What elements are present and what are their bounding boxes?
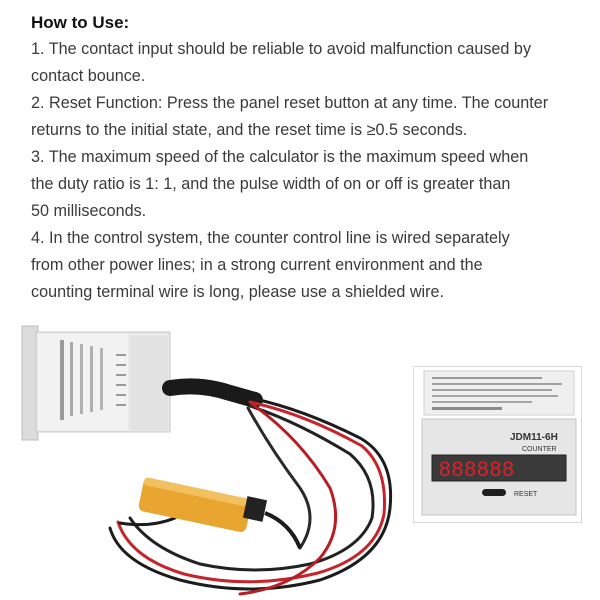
instruction-line-3: 2. Reset Function: Press the panel reset button at any time. The counter: [31, 94, 549, 112]
instruction-line-8: 4. In the control system, the counter control line is wired separately: [31, 229, 510, 247]
instruction-line-1: 1. The contact input should be reliable to avoid malfunction caused by: [31, 40, 532, 58]
photoelectric-sensor: [138, 477, 300, 548]
instruction-line-6: the duty ratio is 1: 1, and the pulse width of on or off is greater than: [31, 175, 511, 193]
reset-label: RESET: [514, 491, 538, 498]
how-to-use-section: [31, 10, 591, 306]
led-display-value: 888888: [439, 458, 516, 481]
counter-label: COUNTER: [522, 446, 557, 453]
instruction-line-10: counting terminal wire is long, please use a shielded wire.: [31, 283, 445, 301]
product-photo-right: [413, 366, 582, 523]
instruction-line-2: contact bounce.: [31, 67, 146, 85]
counter-top-label: [424, 371, 574, 415]
how-to-use-heading: How to Use:: [31, 13, 130, 32]
product-photo-left: [0, 318, 410, 600]
counter-module-side: [22, 326, 170, 440]
instruction-line-9: from other power lines; in a strong current environment and the: [31, 256, 483, 274]
instruction-line-4: returns to the initial state, and the reset time is ≥0.5 seconds.: [31, 121, 468, 139]
instruction-line-7: 50 milliseconds.: [31, 202, 147, 220]
instruction-line-5: 3. The maximum speed of the calculator is the maximum speed when: [31, 148, 529, 166]
model-label: JDM11-6H: [510, 432, 558, 443]
counter-front-panel: [422, 419, 576, 515]
reset-button[interactable]: [482, 489, 506, 496]
